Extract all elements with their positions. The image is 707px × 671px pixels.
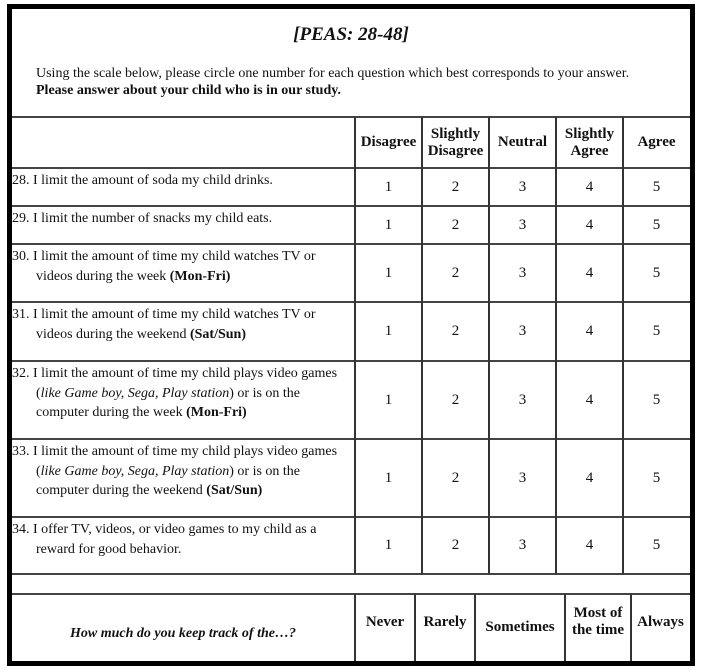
page-title: [PEAS: 28-48] <box>293 24 409 45</box>
rating-option-4[interactable]: 4 <box>585 391 594 408</box>
rating-option-1[interactable]: 1 <box>384 391 393 408</box>
rating-option-2[interactable]: 2 <box>451 391 460 408</box>
rating-option-1[interactable]: 1 <box>384 178 393 195</box>
rating-option-4[interactable]: 4 <box>585 469 594 486</box>
frequency-header <box>416 602 474 642</box>
table-rule <box>12 593 690 595</box>
question-label <box>12 247 341 286</box>
frequency-header-line: the time <box>571 622 625 638</box>
question-text-part: 31. I limit the amount of time my child watches TV or videos during the weekend <box>12 307 316 342</box>
rating-option-3[interactable]: 3 <box>518 264 527 281</box>
rating-option-5[interactable]: 5 <box>652 537 661 553</box>
frequency-header <box>356 602 414 642</box>
rating-option-5[interactable]: 5 <box>652 469 661 486</box>
frequency-header <box>632 602 689 642</box>
rating-option-3[interactable]: 3 <box>518 391 527 408</box>
question-label <box>12 442 341 501</box>
question-text <box>12 209 341 229</box>
question-text-part: (Mon-Fri) <box>169 268 231 284</box>
question-text-part: 32. I limit the amount of time my child plays video games ( <box>12 366 338 401</box>
keep-track-question: How much do you keep track of the…? <box>70 625 296 641</box>
instructions <box>36 65 629 99</box>
frequency-header-line: Always <box>637 614 684 630</box>
rating-option-3[interactable]: 3 <box>518 178 527 195</box>
rating-option-5[interactable]: 5 <box>652 216 661 233</box>
question-text-part: (Sat/Sun) <box>206 483 263 498</box>
question-text-part: (Mon-Fri) <box>186 405 247 420</box>
question-label <box>12 305 341 344</box>
scale-header-label <box>428 126 484 160</box>
scale-header-line: Agree <box>637 134 676 150</box>
instructions-line-2: Please answer about your child who is in our study. <box>36 83 341 98</box>
frequency-header-label <box>423 614 466 631</box>
frequency-header-line: Never <box>365 614 405 630</box>
scale-header-label <box>361 134 417 151</box>
frequency-header-label <box>637 614 684 631</box>
rating-option-2[interactable]: 2 <box>451 469 460 486</box>
scale-header <box>356 117 421 168</box>
scale-header-line: Agree <box>570 142 609 159</box>
question-text-part: 29. I limit the number of snacks my child eats. <box>12 211 273 226</box>
rating-option-1[interactable]: 1 <box>384 216 393 233</box>
frequency-header-line: Sometimes <box>485 619 555 635</box>
question-text-part: 34. I offer TV, videos, or video games to my child as a reward for good behavior. <box>12 522 317 557</box>
question-text-part: 33. I limit the amount of time my child plays video games ( <box>12 444 338 479</box>
questionnaire-frame <box>7 4 695 666</box>
frequency-header-line: Rarely <box>423 614 467 630</box>
scale-header-label <box>498 134 547 151</box>
rating-option-3[interactable]: 3 <box>518 323 527 339</box>
rating-option-4[interactable]: 4 <box>585 264 594 281</box>
question-label <box>12 364 341 423</box>
rating-option-1[interactable]: 1 <box>384 264 393 281</box>
question-text <box>12 171 341 191</box>
question-label <box>12 209 341 229</box>
rating-option-4[interactable]: 4 <box>585 216 594 233</box>
scale-header-line: Slightly <box>430 125 481 142</box>
question-text-part: like Game boy, Sega, Play station <box>40 463 230 479</box>
rating-option-2[interactable]: 2 <box>451 216 460 233</box>
scale-header-label <box>565 126 614 160</box>
rating-option-5[interactable]: 5 <box>652 323 661 339</box>
question-text-part: 28. I limit the amount of soda my child drinks. <box>12 173 273 188</box>
scale-header <box>490 117 555 168</box>
question-text-part: (Sat/Sun) <box>189 326 246 342</box>
scale-header-line: Disagree <box>427 142 484 159</box>
question-label <box>12 171 341 191</box>
rating-option-1[interactable]: 1 <box>384 469 393 486</box>
rating-option-2[interactable]: 2 <box>451 178 460 195</box>
rating-option-5[interactable]: 5 <box>652 391 661 408</box>
instructions-line-1: Using the scale below, please circle one number for each question which best corresponds to your answer. <box>36 66 630 81</box>
rating-option-2[interactable]: 2 <box>451 537 460 553</box>
rating-option-3[interactable]: 3 <box>518 537 527 553</box>
rating-option-4[interactable]: 4 <box>585 537 594 553</box>
frequency-header <box>566 602 630 642</box>
frequency-header-label <box>485 619 554 636</box>
rating-option-1[interactable]: 1 <box>384 537 393 553</box>
question-text <box>12 305 341 344</box>
frequency-header-label <box>366 614 404 631</box>
question-text <box>12 520 341 559</box>
rating-option-1[interactable]: 1 <box>384 323 393 339</box>
scale-header <box>423 117 488 168</box>
rating-option-2[interactable]: 2 <box>451 323 460 339</box>
question-text <box>12 364 341 423</box>
frequency-header <box>476 602 564 642</box>
question-text <box>12 247 341 286</box>
rating-option-2[interactable]: 2 <box>451 264 460 281</box>
question-text-part: like Game boy, Sega, Play station <box>40 385 230 401</box>
scale-header-label <box>637 134 675 151</box>
rating-option-3[interactable]: 3 <box>518 216 527 233</box>
scale-header-line: Slightly <box>564 125 615 142</box>
rating-option-3[interactable]: 3 <box>518 469 527 486</box>
question-text-part: ) or is on the computer during the week <box>36 385 301 420</box>
rating-option-5[interactable]: 5 <box>652 178 661 195</box>
scale-header-line: Disagree <box>360 134 417 150</box>
question-text-part: ) or is on the computer during the weekend <box>36 463 301 498</box>
scale-header-line: Neutral <box>497 134 548 150</box>
rating-option-4[interactable]: 4 <box>585 323 594 339</box>
frequency-header-label <box>572 605 624 639</box>
scale-header <box>624 117 689 168</box>
scale-header <box>557 117 622 168</box>
question-label <box>12 520 341 559</box>
question-text-part: 30. I limit the amount of time my child watches TV or videos during the week <box>12 249 316 284</box>
rating-option-4[interactable]: 4 <box>585 178 594 195</box>
frequency-header-line: Most of <box>573 605 623 621</box>
question-text <box>12 442 341 501</box>
rating-option-5[interactable]: 5 <box>652 264 661 281</box>
